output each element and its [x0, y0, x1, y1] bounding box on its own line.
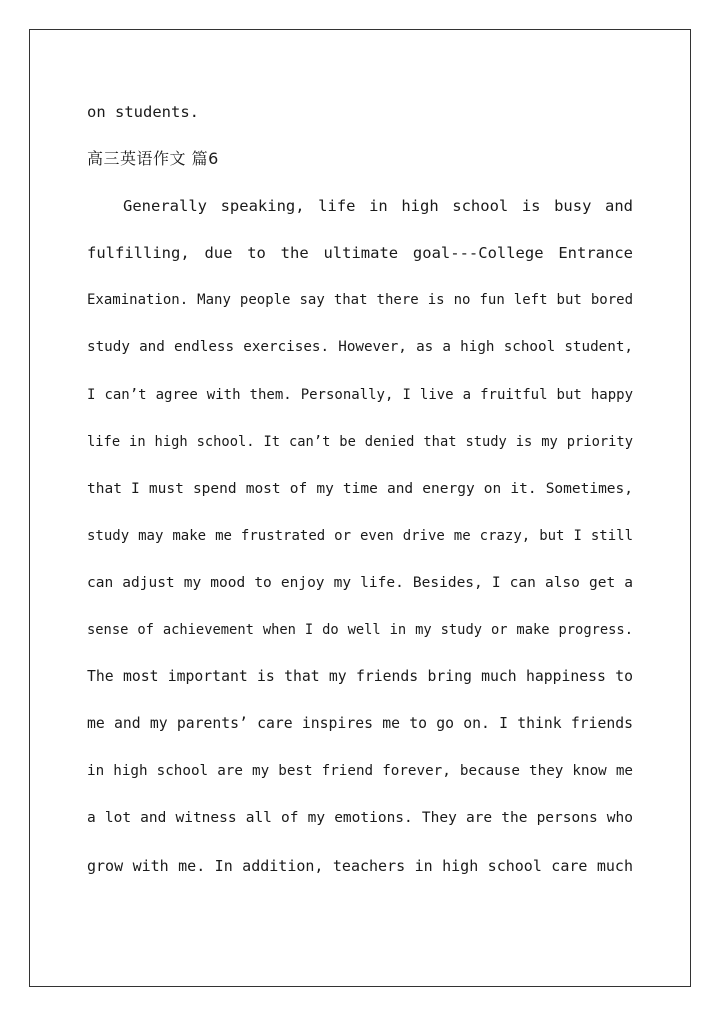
text-line: study may make me frustrated or even drive me crazy, but I still [87, 527, 633, 544]
text-line: study and endless exercises. However, as a high school student, [87, 339, 633, 356]
text-line: Generally speaking, life in high school is busy and [123, 197, 633, 216]
section-heading: 高三英语作文 篇6 [87, 149, 219, 169]
text-line: sense of achievement when I do well in my study or make progress. [87, 622, 633, 639]
text-line: a lot and witness all of my emotions. They are the persons who [87, 810, 633, 827]
text-line: grow with me. In addition, teachers in high school care much [87, 856, 633, 875]
document-body [87, 97, 633, 898]
text-line: can adjust my mood to enjoy my life. Besides, I can also get a [87, 574, 633, 591]
text-line: in high school are my best friend forever, because they know me [87, 763, 633, 780]
text-line: me and my parents’ care inspires me to go on. I think friends [87, 715, 633, 733]
text-line: The most important is that my friends bring much happiness to [87, 668, 633, 686]
text-line: fulfilling, due to the ultimate goal---College Entrance [87, 244, 633, 263]
text-line: on students. [87, 103, 199, 121]
text-line: I can’t agree with them. Personally, I live a fruitful but happy [87, 386, 633, 403]
text-line: life in high school. It can’t be denied that study is my priority [87, 433, 633, 450]
text-line: that I must spend most of my time and energy on it. Sometimes, [87, 480, 633, 497]
text-line: Examination. Many people say that there is no fun left but bored [87, 292, 633, 309]
